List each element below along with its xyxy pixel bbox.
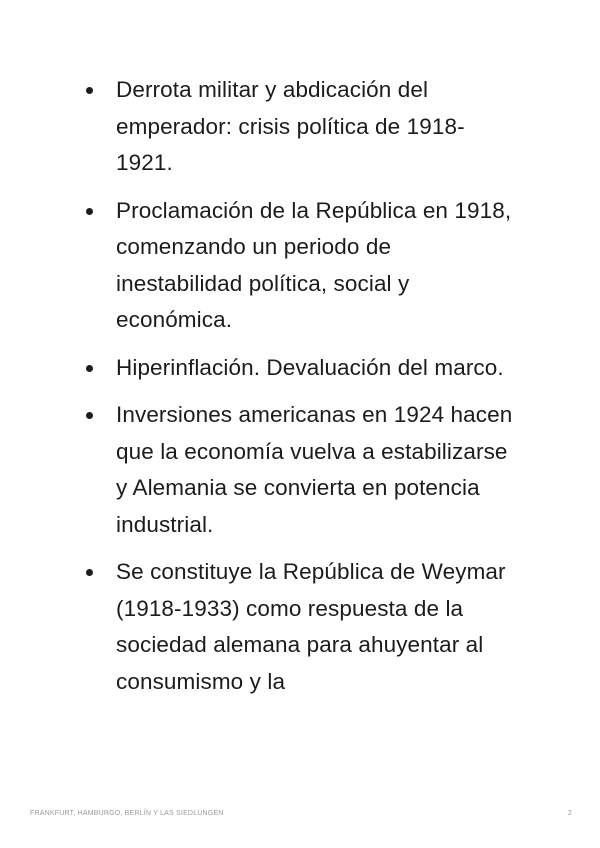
list-item: [86, 397, 516, 543]
bullet-icon: [86, 365, 93, 372]
bullet-list: [86, 72, 516, 711]
list-item: [86, 72, 516, 182]
bullet-text: Se constituye la República de Weymar (1918-1933) como respuesta de la sociedad alemana para ahuyentar al consumismo y la: [116, 559, 506, 694]
bullet-icon: [86, 412, 93, 419]
bullet-text: Proclamación de la República en 1918, comenzando un periodo de inestabilidad política, social y económica.: [116, 197, 512, 332]
bullet-text: Derrota militar y abdicación del emperador: crisis política de 1918-1921.: [116, 77, 465, 175]
page-footer: [30, 810, 572, 822]
list-item: [86, 350, 516, 387]
bullet-text: Hiperinflación. Devaluación del marco.: [116, 354, 504, 380]
bullet-icon: [86, 208, 93, 215]
page-number: 2: [567, 810, 572, 817]
list-item: [86, 193, 516, 339]
bullet-icon: [86, 87, 93, 94]
bullet-text: Inversiones americanas en 1924 hacen que la economía vuelva a estabilizarse y Alemania se convierta en potencia industrial.: [116, 402, 513, 537]
bullet-icon: [86, 569, 93, 576]
footer-title: FRANKFURT, HAMBURGO, BERLÍN Y LAS SIEDLUNGEN: [30, 810, 224, 817]
list-item: [86, 554, 516, 700]
